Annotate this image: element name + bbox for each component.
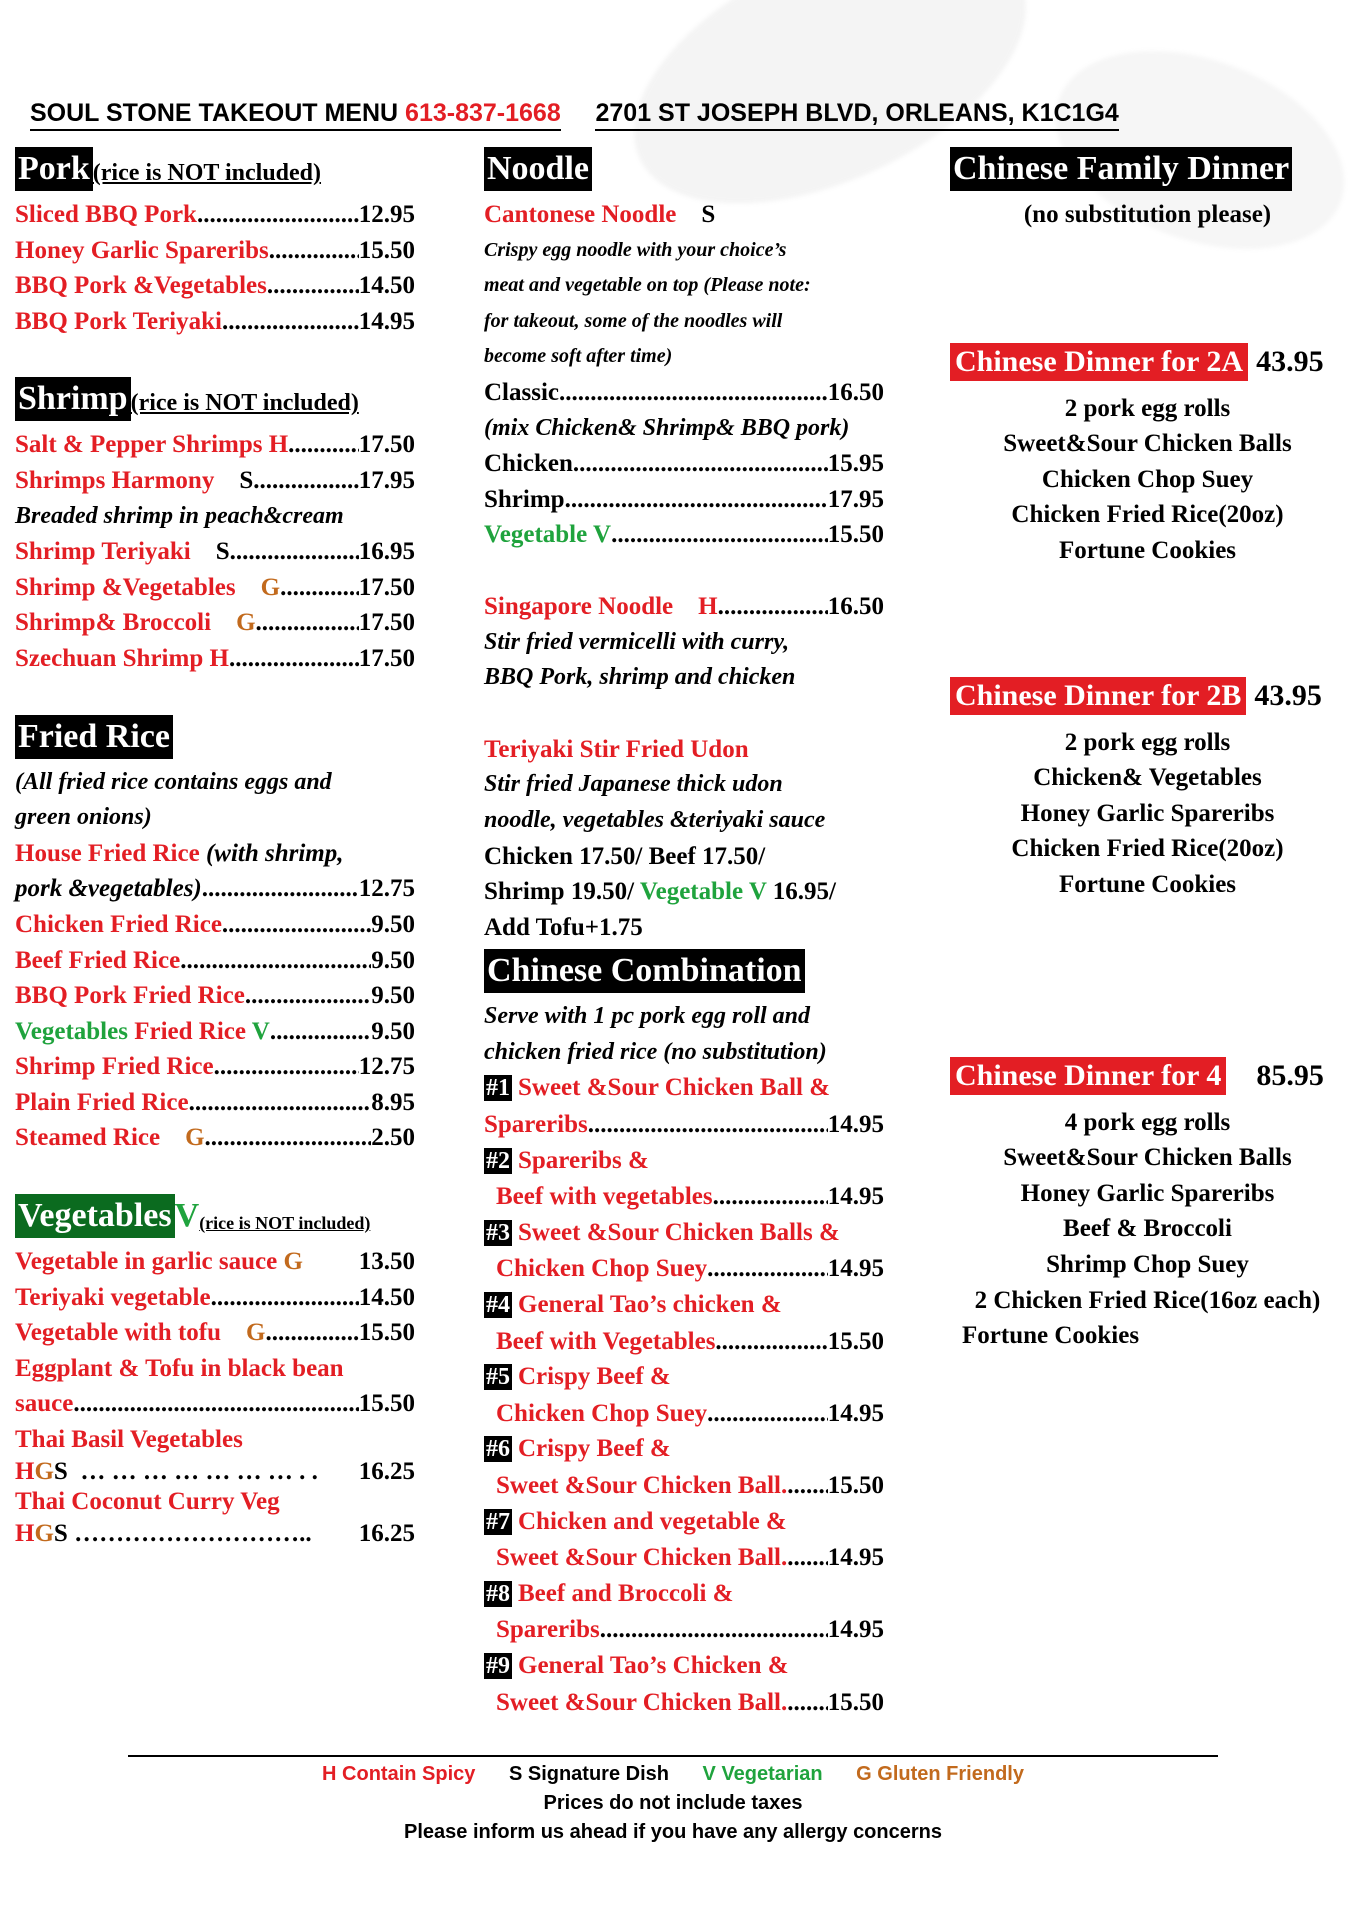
combo-item-price bbox=[484, 1179, 884, 1215]
combo-item[interactable] bbox=[484, 1576, 884, 1613]
combo-name: Chicken Chop Suey bbox=[496, 1399, 708, 1427]
menu-item-vegetable-tofu[interactable]: Vegetable with tofu G ..... 15.50 bbox=[15, 1315, 415, 1351]
combo-name: Spareribs & bbox=[518, 1146, 649, 1174]
menu-item-description: Breaded shrimp in peach&cream bbox=[15, 502, 344, 529]
combo-price: 15.50 bbox=[827, 1472, 884, 1499]
combo-name: Beef and Broccoli & bbox=[518, 1579, 734, 1607]
menu-item-eggplant-tofu-price: sauce ..... 15.50 bbox=[15, 1386, 415, 1422]
menu-item[interactable] bbox=[15, 605, 415, 641]
combo-number: #9 bbox=[486, 1652, 510, 1679]
vegetables-section-heading: Vegetables V (rice is NOT included) bbox=[15, 1192, 415, 1238]
combo-item-price bbox=[484, 1540, 884, 1576]
dinner-item: Shrimp Chop Suey bbox=[1046, 1250, 1249, 1278]
combination-description bbox=[484, 999, 884, 1070]
combo-item[interactable] bbox=[484, 1287, 884, 1324]
menu-item-name: Plain Fried Rice bbox=[15, 1088, 189, 1116]
combo-price: 14.95 bbox=[827, 1544, 884, 1572]
menu-item-teriyaki-vegetable[interactable]: Teriyaki vegetable ..... 14.50 bbox=[15, 1280, 415, 1316]
menu-item-name: Shrimp& Broccoli bbox=[15, 609, 212, 637]
udon-prices: Shrimp 19.50/ Vegetable V 16.95/ bbox=[484, 878, 836, 906]
combo-number: #8 bbox=[486, 1580, 510, 1607]
legend-vegetarian: V Vegetarian bbox=[702, 1763, 823, 1785]
menu-item[interactable] bbox=[15, 304, 415, 340]
menu-item-price: 17.50 bbox=[358, 609, 415, 637]
combo-name: Crispy Beef & bbox=[518, 1363, 671, 1391]
menu-column-left bbox=[15, 145, 415, 1550]
combo-name: Spareribs bbox=[496, 1616, 600, 1644]
phone-number[interactable]: 613-837-1668 bbox=[405, 99, 561, 127]
noodle-heading: Noodle bbox=[484, 147, 592, 191]
combination-heading: Chinese Combination bbox=[484, 949, 805, 993]
menu-item-steamed-rice[interactable]: Steamed Rice G ..... 2.50 bbox=[15, 1120, 415, 1156]
menu-item-price: 17.50 bbox=[358, 573, 415, 601]
description-line: noodle, vegetables &teriyaki sauce bbox=[484, 806, 826, 833]
combo-item-price bbox=[484, 1324, 884, 1360]
menu-item[interactable] bbox=[15, 641, 415, 677]
family-dinner-note: (no substitution please) bbox=[1023, 201, 1272, 228]
dinner-price: 43.95 bbox=[1256, 344, 1324, 378]
menu-item-price: 9.50 bbox=[371, 982, 415, 1010]
menu-item-name: Chicken Fried Rice bbox=[15, 910, 222, 938]
menu-header bbox=[30, 99, 1260, 131]
menu-item-price: 17.50 bbox=[358, 431, 415, 459]
udon-prices: Chicken 17.50/ Beef 17.50/ bbox=[484, 842, 766, 870]
menu-item-house-fried-rice[interactable]: House Fried Rice (with shrimp, bbox=[15, 839, 344, 867]
menu-item-thai-coconut[interactable]: Thai Coconut Curry Veg bbox=[15, 1487, 280, 1515]
menu-item-classic-noodle[interactable]: Classic ..... 16.50 bbox=[484, 375, 884, 411]
noodle-section-heading bbox=[484, 145, 884, 191]
menu-item-name: Szechuan Shrimp H bbox=[15, 644, 229, 672]
menu-item-name: BBQ Pork Teriyaki bbox=[15, 307, 222, 335]
pork-items bbox=[15, 197, 415, 339]
combo-name: Chicken Chop Suey bbox=[496, 1255, 708, 1283]
pork-rice-note: (rice is NOT included) bbox=[92, 160, 322, 186]
description-line: for takeout, some of the noodles will bbox=[484, 309, 783, 332]
dinner-item: Chicken& Vegetables bbox=[1033, 764, 1262, 792]
combo-item[interactable] bbox=[484, 1431, 884, 1468]
dinner-item: Beef & Broccoli bbox=[1063, 1215, 1232, 1243]
menu-item[interactable] bbox=[15, 233, 415, 269]
menu-item-teriyaki-udon[interactable]: Teriyaki Stir Fried Udon bbox=[484, 735, 749, 763]
combo-price: 14.95 bbox=[827, 1183, 884, 1211]
menu-item-name: Beef Fried Rice bbox=[15, 946, 181, 974]
legend-signature: S Signature Dish bbox=[508, 1763, 669, 1785]
fried-rice-note: green onions) bbox=[15, 804, 152, 831]
udon-description bbox=[484, 767, 884, 838]
combo-number: #7 bbox=[486, 1508, 510, 1535]
dinner-item: Honey Garlic Spareribs bbox=[1020, 799, 1275, 827]
menu-item-name: Sliced BBQ Pork bbox=[15, 201, 197, 228]
description-line: Stir fried Japanese thick udon bbox=[484, 771, 783, 798]
dinner-item: Chicken Fried Rice(20oz) bbox=[1011, 835, 1284, 863]
combo-name: Sweet &Sour Chicken Ball. bbox=[496, 1688, 788, 1716]
combo-item[interactable] bbox=[484, 1215, 884, 1252]
dinner-item: Sweet&Sour Chicken Balls bbox=[1003, 430, 1292, 458]
dinner-item: 4 pork egg rolls bbox=[1064, 1108, 1231, 1136]
shrimp-items bbox=[15, 427, 415, 676]
combo-name: Beef with Vegetables bbox=[496, 1327, 716, 1355]
description-line: chicken fried rice (no substitution) bbox=[484, 1038, 827, 1065]
combo-price: 14.95 bbox=[827, 1111, 884, 1139]
menu-item-thai-basil-price: HGS … … … … … … … . . 16.25 bbox=[15, 1457, 415, 1485]
menu-item-name: Salt & Pepper Shrimps H bbox=[15, 431, 289, 459]
menu-item-price: 17.50 bbox=[358, 644, 415, 672]
menu-item-price: 12.75 bbox=[358, 1053, 415, 1081]
footer-divider bbox=[128, 1755, 1218, 1757]
menu-item-name: Shrimp Fried Rice bbox=[15, 1053, 214, 1081]
combo-item[interactable] bbox=[484, 1070, 884, 1107]
menu-item[interactable] bbox=[15, 1049, 415, 1085]
gluten-tag: G bbox=[236, 609, 256, 637]
description-line: BBQ Pork, shrimp and chicken bbox=[484, 664, 796, 691]
menu-column-right bbox=[950, 145, 1345, 1354]
singapore-description bbox=[484, 625, 884, 696]
signature-tag: S bbox=[215, 538, 230, 566]
legend-spicy: H Contain Spicy bbox=[322, 1763, 476, 1785]
menu-column-middle bbox=[484, 145, 884, 1720]
description-line: Serve with 1 pc pork egg roll and bbox=[484, 1003, 811, 1030]
shrimp-rice-note: (rice is NOT included) bbox=[130, 390, 359, 417]
menu-item-chicken-noodle[interactable]: Chicken ..... 15.95 bbox=[484, 446, 884, 482]
menu-item-singapore-noodle[interactable]: Singapore Noodle H ..... 16.50 bbox=[484, 589, 884, 625]
vegetables-rice-note: (rice is NOT included) bbox=[199, 1213, 371, 1234]
dinner-item: Honey Garlic Spareribs bbox=[1020, 1179, 1275, 1207]
family-dinners bbox=[950, 233, 1345, 1354]
combo-price: 15.50 bbox=[827, 1688, 884, 1716]
dinner-heading[interactable] bbox=[950, 1055, 1345, 1097]
menu-item-cantonese-noodle[interactable]: Cantonese Noodle S bbox=[484, 201, 716, 228]
taxes-note: Prices do not include taxes bbox=[543, 1792, 803, 1814]
menu-item-name: BBQ Pork Fried Rice bbox=[15, 982, 245, 1010]
menu-item-eggplant-tofu[interactable]: Eggplant & Tofu in black bean bbox=[15, 1354, 344, 1382]
pork-section-heading bbox=[15, 145, 415, 191]
dinner-heading[interactable] bbox=[950, 675, 1345, 717]
signature-tag: S bbox=[239, 466, 254, 494]
dinner-item: Chicken Chop Suey bbox=[1041, 465, 1254, 493]
menu-item-price: 17.95 bbox=[358, 466, 415, 494]
legend-gluten: G Gluten Friendly bbox=[856, 1763, 1024, 1785]
dinner-item: 2 pork egg rolls bbox=[1064, 728, 1231, 756]
menu-item-price: 14.50 bbox=[358, 272, 415, 300]
combo-price: 14.95 bbox=[827, 1616, 884, 1644]
menu-item-name: Honey Garlic Spareribs bbox=[15, 236, 269, 264]
menu-item[interactable] bbox=[15, 943, 415, 979]
combo-item-price bbox=[484, 1685, 884, 1721]
menu-item[interactable] bbox=[15, 534, 415, 570]
menu-item[interactable] bbox=[15, 1085, 415, 1121]
combo-item[interactable] bbox=[484, 1143, 884, 1180]
dinner-heading[interactable] bbox=[950, 341, 1345, 383]
dinner-item: 2 pork egg rolls bbox=[1064, 394, 1231, 422]
shrimp-section-heading bbox=[15, 375, 415, 421]
combo-item[interactable] bbox=[484, 1648, 884, 1685]
description-line: Crispy egg noodle with your choice’s bbox=[484, 238, 787, 261]
menu-item-price: 8.95 bbox=[371, 1088, 415, 1116]
family-dinner-heading: Chinese Family Dinner bbox=[950, 147, 1292, 191]
pork-heading: Pork bbox=[15, 147, 93, 191]
combo-item-price bbox=[484, 1251, 884, 1287]
classic-description: (mix Chicken& Shrimp& BBQ pork) bbox=[484, 414, 850, 441]
combination-section-heading bbox=[484, 947, 884, 993]
combo-number: #6 bbox=[486, 1436, 510, 1463]
combo-name: Beef with vegetables bbox=[496, 1183, 713, 1211]
combo-name: Sweet &Sour Chicken Balls & bbox=[518, 1218, 840, 1246]
description-line: meat and vegetable on top (Please note: bbox=[484, 274, 811, 297]
menu-item[interactable] bbox=[15, 197, 415, 233]
menu-item-price: 9.50 bbox=[371, 946, 415, 974]
dinner-item: Fortune Cookies bbox=[1058, 536, 1237, 564]
menu-item-vegetable-garlic[interactable]: Vegetable in garlic sauce G 13.50 bbox=[15, 1248, 415, 1276]
dinner-item: Chicken Fried Rice(20oz) bbox=[1011, 501, 1284, 529]
fried-rice-note: (All fried rice contains eggs and bbox=[15, 768, 332, 795]
address: 2701 ST JOSEPH BLVD, ORLEANS, K1C1G4 bbox=[595, 99, 1118, 131]
dinner-item: Fortune Cookies bbox=[962, 1322, 1140, 1350]
menu-item-vegetable-noodle[interactable]: Vegetable V ..... 15.50 bbox=[484, 517, 884, 553]
menu-item-name: Shrimp &Vegetables bbox=[15, 573, 236, 601]
dinner-name: Chinese Dinner for 4 bbox=[950, 1057, 1226, 1095]
menu-item-name: Shrimps Harmony bbox=[15, 466, 215, 494]
menu-item[interactable] bbox=[15, 978, 415, 1014]
menu-item-house-fried-rice-price: pork &vegetables) ..... 12.75 bbox=[15, 871, 415, 907]
combo-name: General Tao’s Chicken & bbox=[518, 1651, 789, 1679]
fried-rice-section-heading bbox=[15, 713, 415, 759]
combo-number: #4 bbox=[486, 1292, 510, 1319]
combo-number: #3 bbox=[486, 1219, 510, 1246]
menu-item-price: 14.95 bbox=[358, 307, 415, 335]
menu-item[interactable] bbox=[15, 268, 415, 304]
menu-item-shrimp-noodle[interactable]: Shrimp ..... 17.95 bbox=[484, 482, 884, 518]
menu-item[interactable] bbox=[15, 907, 415, 943]
combo-item[interactable] bbox=[484, 1359, 884, 1396]
legend bbox=[128, 1760, 1218, 1789]
fried-rice-items bbox=[15, 1049, 415, 1120]
allergy-note: Please inform us ahead if you have any allergy concerns bbox=[404, 1821, 942, 1843]
shrimp-heading: Shrimp bbox=[15, 377, 131, 421]
combo-number: #2 bbox=[486, 1147, 510, 1174]
combo-item-price bbox=[484, 1468, 884, 1504]
udon-tofu-addon: Add Tofu+1.75 bbox=[484, 913, 643, 941]
combo-price: 15.50 bbox=[827, 1327, 884, 1355]
combo-item-price bbox=[484, 1396, 884, 1432]
dinner-item: Fortune Cookies bbox=[1058, 870, 1237, 898]
dinner-item: Sweet&Sour Chicken Balls bbox=[1003, 1144, 1292, 1172]
menu-item-price: 9.50 bbox=[371, 910, 415, 938]
combo-number: #1 bbox=[486, 1075, 510, 1102]
menu-item-thai-basil[interactable]: Thai Basil Vegetables bbox=[15, 1426, 243, 1454]
dinner-name: Chinese Dinner for 2B bbox=[950, 677, 1246, 715]
menu-item-vegetables-fried-rice[interactable]: Vegetables Fried Rice V ..... 9.50 bbox=[15, 1014, 415, 1050]
menu-item-price: 12.95 bbox=[358, 201, 415, 228]
menu-item[interactable] bbox=[15, 463, 415, 499]
menu-item[interactable] bbox=[15, 570, 415, 606]
combo-item-price bbox=[484, 1107, 884, 1143]
menu-item-name: Shrimp Teriyaki bbox=[15, 538, 191, 566]
description-line: Stir fried vermicelli with curry, bbox=[484, 628, 790, 655]
menu-item-thai-coconut-price: HGS ……………………….. 16.25 bbox=[15, 1519, 415, 1547]
vegetables-heading: Vegetables bbox=[15, 1194, 175, 1238]
combo-name: Chicken and vegetable & bbox=[518, 1507, 787, 1535]
combo-item[interactable] bbox=[484, 1504, 884, 1541]
family-dinner-section-heading bbox=[950, 145, 1345, 191]
combo-name: Sweet &Sour Chicken Ball. bbox=[496, 1472, 788, 1499]
dinner-name: Chinese Dinner for 2A bbox=[950, 343, 1248, 381]
menu-item-price: 16.95 bbox=[358, 538, 415, 566]
combo-item-price bbox=[484, 1612, 884, 1648]
combo-name: Spareribs bbox=[484, 1111, 588, 1139]
gluten-tag: G bbox=[260, 573, 281, 601]
dinner-price: 85.95 bbox=[1256, 1058, 1324, 1092]
cantonese-description bbox=[484, 233, 884, 375]
combo-price: 14.95 bbox=[827, 1399, 884, 1427]
menu-item-name: BBQ Pork &Vegetables bbox=[15, 272, 267, 300]
combo-name: Sweet &Sour Chicken Ball & bbox=[518, 1074, 831, 1102]
combination-items bbox=[484, 1070, 884, 1720]
combo-name: Crispy Beef & bbox=[518, 1435, 671, 1463]
dinner-price: 43.95 bbox=[1254, 678, 1322, 712]
footer bbox=[128, 1760, 1218, 1847]
combo-name: Sweet &Sour Chicken Ball. bbox=[496, 1544, 788, 1572]
description-line: become soft after time) bbox=[484, 345, 673, 368]
fried-rice-heading: Fried Rice bbox=[15, 715, 173, 759]
combo-name: General Tao’s chicken & bbox=[518, 1291, 782, 1319]
menu-item-price: 15.50 bbox=[358, 236, 415, 264]
restaurant-title: SOUL STONE TAKEOUT MENU bbox=[30, 99, 399, 127]
combo-price: 14.95 bbox=[827, 1255, 884, 1283]
menu-item[interactable] bbox=[15, 427, 415, 463]
dinner-item: 2 Chicken Fried Rice(16oz each) bbox=[974, 1286, 1321, 1314]
combo-number: #5 bbox=[486, 1364, 510, 1391]
fried-rice-items bbox=[15, 907, 415, 1014]
